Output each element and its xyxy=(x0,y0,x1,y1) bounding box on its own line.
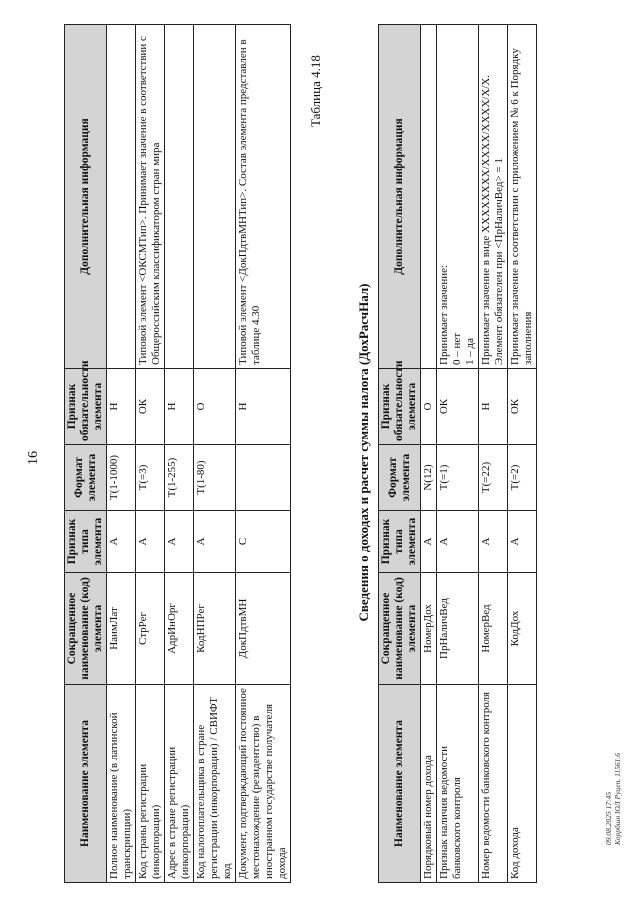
header-code: Сокращенное наименование (код) элемента xyxy=(379,573,421,685)
cell-required: Н xyxy=(165,369,194,445)
table-row xyxy=(479,25,508,883)
table1-header-row xyxy=(65,25,107,883)
table-row xyxy=(194,25,236,883)
cell-format: Т(=1) xyxy=(437,445,479,511)
header-name: Наименование элемента xyxy=(65,685,107,883)
cell-type: А xyxy=(508,511,537,573)
cell-type: А xyxy=(165,511,194,573)
cell-type: А xyxy=(107,511,136,573)
table2-header-row xyxy=(379,25,421,883)
cell-name: Признак наличия ведомости банковского контроля xyxy=(437,685,479,883)
table-row xyxy=(236,25,291,883)
cell-required: Н xyxy=(479,369,508,445)
cell-info: Типовой элемент <ДокПдтвМНТип>. Состав элемента представлен в таблице 4.30 xyxy=(236,25,291,369)
table-row xyxy=(437,25,479,883)
footer-stamp xyxy=(604,753,622,845)
cell-type: А xyxy=(194,511,236,573)
cell-name: Код налогоплательщика в стране регистрации (инкорпорации) / СВИФТ код xyxy=(194,685,236,883)
cell-info xyxy=(194,25,236,369)
table-row xyxy=(421,25,437,883)
cell-format: N(12) xyxy=(421,445,437,511)
cell-code: КодДох xyxy=(508,573,537,685)
cell-type: С xyxy=(236,511,291,573)
table-label: Таблица 4.18 xyxy=(308,55,323,127)
cell-name: Полное наименование (в латинской транскрипции) xyxy=(107,685,136,883)
header-code: Сокращенное наименование (код) элемента xyxy=(65,573,107,685)
cell-code: ПрНаличВед xyxy=(437,573,479,685)
header-format: Формат элемента xyxy=(379,445,421,511)
cell-code: СтрРег xyxy=(136,573,165,685)
cell-info xyxy=(165,25,194,369)
cell-name: Документ, подтверждающий постоянное местонахождение (резидентство) в иностранном государстве получателя дохода xyxy=(236,685,291,883)
footer-ref: Коррбшн ЮЛ Руцеп. 11561.6 xyxy=(613,753,622,845)
header-type: Признак типа элемента xyxy=(65,511,107,573)
cell-required: ОК xyxy=(437,369,479,445)
footer-date: 09.08.2025 17:45 xyxy=(604,791,613,845)
cell-name: Порядковый номер дохода xyxy=(421,685,437,883)
cell-required: Н xyxy=(107,369,136,445)
cell-type: А xyxy=(479,511,508,573)
header-type: Признак типа элемента xyxy=(379,511,421,573)
cell-code: ДокПдтвМН xyxy=(236,573,291,685)
cell-code: НомерВед xyxy=(479,573,508,685)
table-row xyxy=(508,25,537,883)
cell-code: АдрИнОрг xyxy=(165,573,194,685)
header-required: Признак обязательности элемента xyxy=(379,369,421,445)
cell-code: НаимЛат xyxy=(107,573,136,685)
header-info: Дополнительная информация xyxy=(379,25,421,369)
cell-format xyxy=(236,445,291,511)
header-format: Формат элемента xyxy=(65,445,107,511)
page-number: 16 xyxy=(26,451,41,465)
table-row xyxy=(107,25,136,883)
cell-format: Т(1-1000) xyxy=(107,445,136,511)
cell-info: Принимает значение в виде XXXXXXXX/XXXX/XXXX/X/X. Элемент обязателен при <ПрНаличВед> = 1 xyxy=(479,25,508,369)
cell-required: О xyxy=(421,369,437,445)
cell-format: Т(=3) xyxy=(136,445,165,511)
cell-format: Т(=22) xyxy=(479,445,508,511)
cell-info: Типовой элемент <ОКСМТип>. Принимает значение в соответствии с Общероссийским классификатором стран мира xyxy=(136,25,165,369)
cell-format: Т(1-80) xyxy=(194,445,236,511)
cell-name: Номер ведомости банковского контроля xyxy=(479,685,508,883)
cell-type: А xyxy=(437,511,479,573)
cell-type: А xyxy=(421,511,437,573)
table-title: Сведения о доходах и расчет суммы налога (ДохРасчНал) xyxy=(356,283,371,622)
header-required: Признак обязательности элемента xyxy=(65,369,107,445)
header-info: Дополнительная информация xyxy=(65,25,107,369)
table-foreign-org xyxy=(64,24,291,883)
cell-info: Принимает значение: 0 – нет 1 – да xyxy=(437,25,479,369)
cell-code: КодНПРег xyxy=(194,573,236,685)
cell-required: ОК xyxy=(136,369,165,445)
cell-code: НомерДох xyxy=(421,573,437,685)
table-income xyxy=(378,24,537,883)
table-row xyxy=(165,25,194,883)
cell-info xyxy=(421,25,437,369)
cell-name: Адрес в стране регистрации (инкорпорации) xyxy=(165,685,194,883)
table-row xyxy=(136,25,165,883)
cell-info xyxy=(107,25,136,369)
cell-format: Т(1-255) xyxy=(165,445,194,511)
cell-info: Принимает значение в соответствии с приложением № 6 к Порядку заполнения xyxy=(508,25,537,369)
cell-name: Код страны регистрации (инкорпорации) xyxy=(136,685,165,883)
cell-format: Т(=2) xyxy=(508,445,537,511)
cell-required: Н xyxy=(236,369,291,445)
cell-type: А xyxy=(136,511,165,573)
cell-required: ОК xyxy=(508,369,537,445)
header-name: Наименование элемента xyxy=(379,685,421,883)
cell-required: О xyxy=(194,369,236,445)
cell-name: Код дохода xyxy=(508,685,537,883)
